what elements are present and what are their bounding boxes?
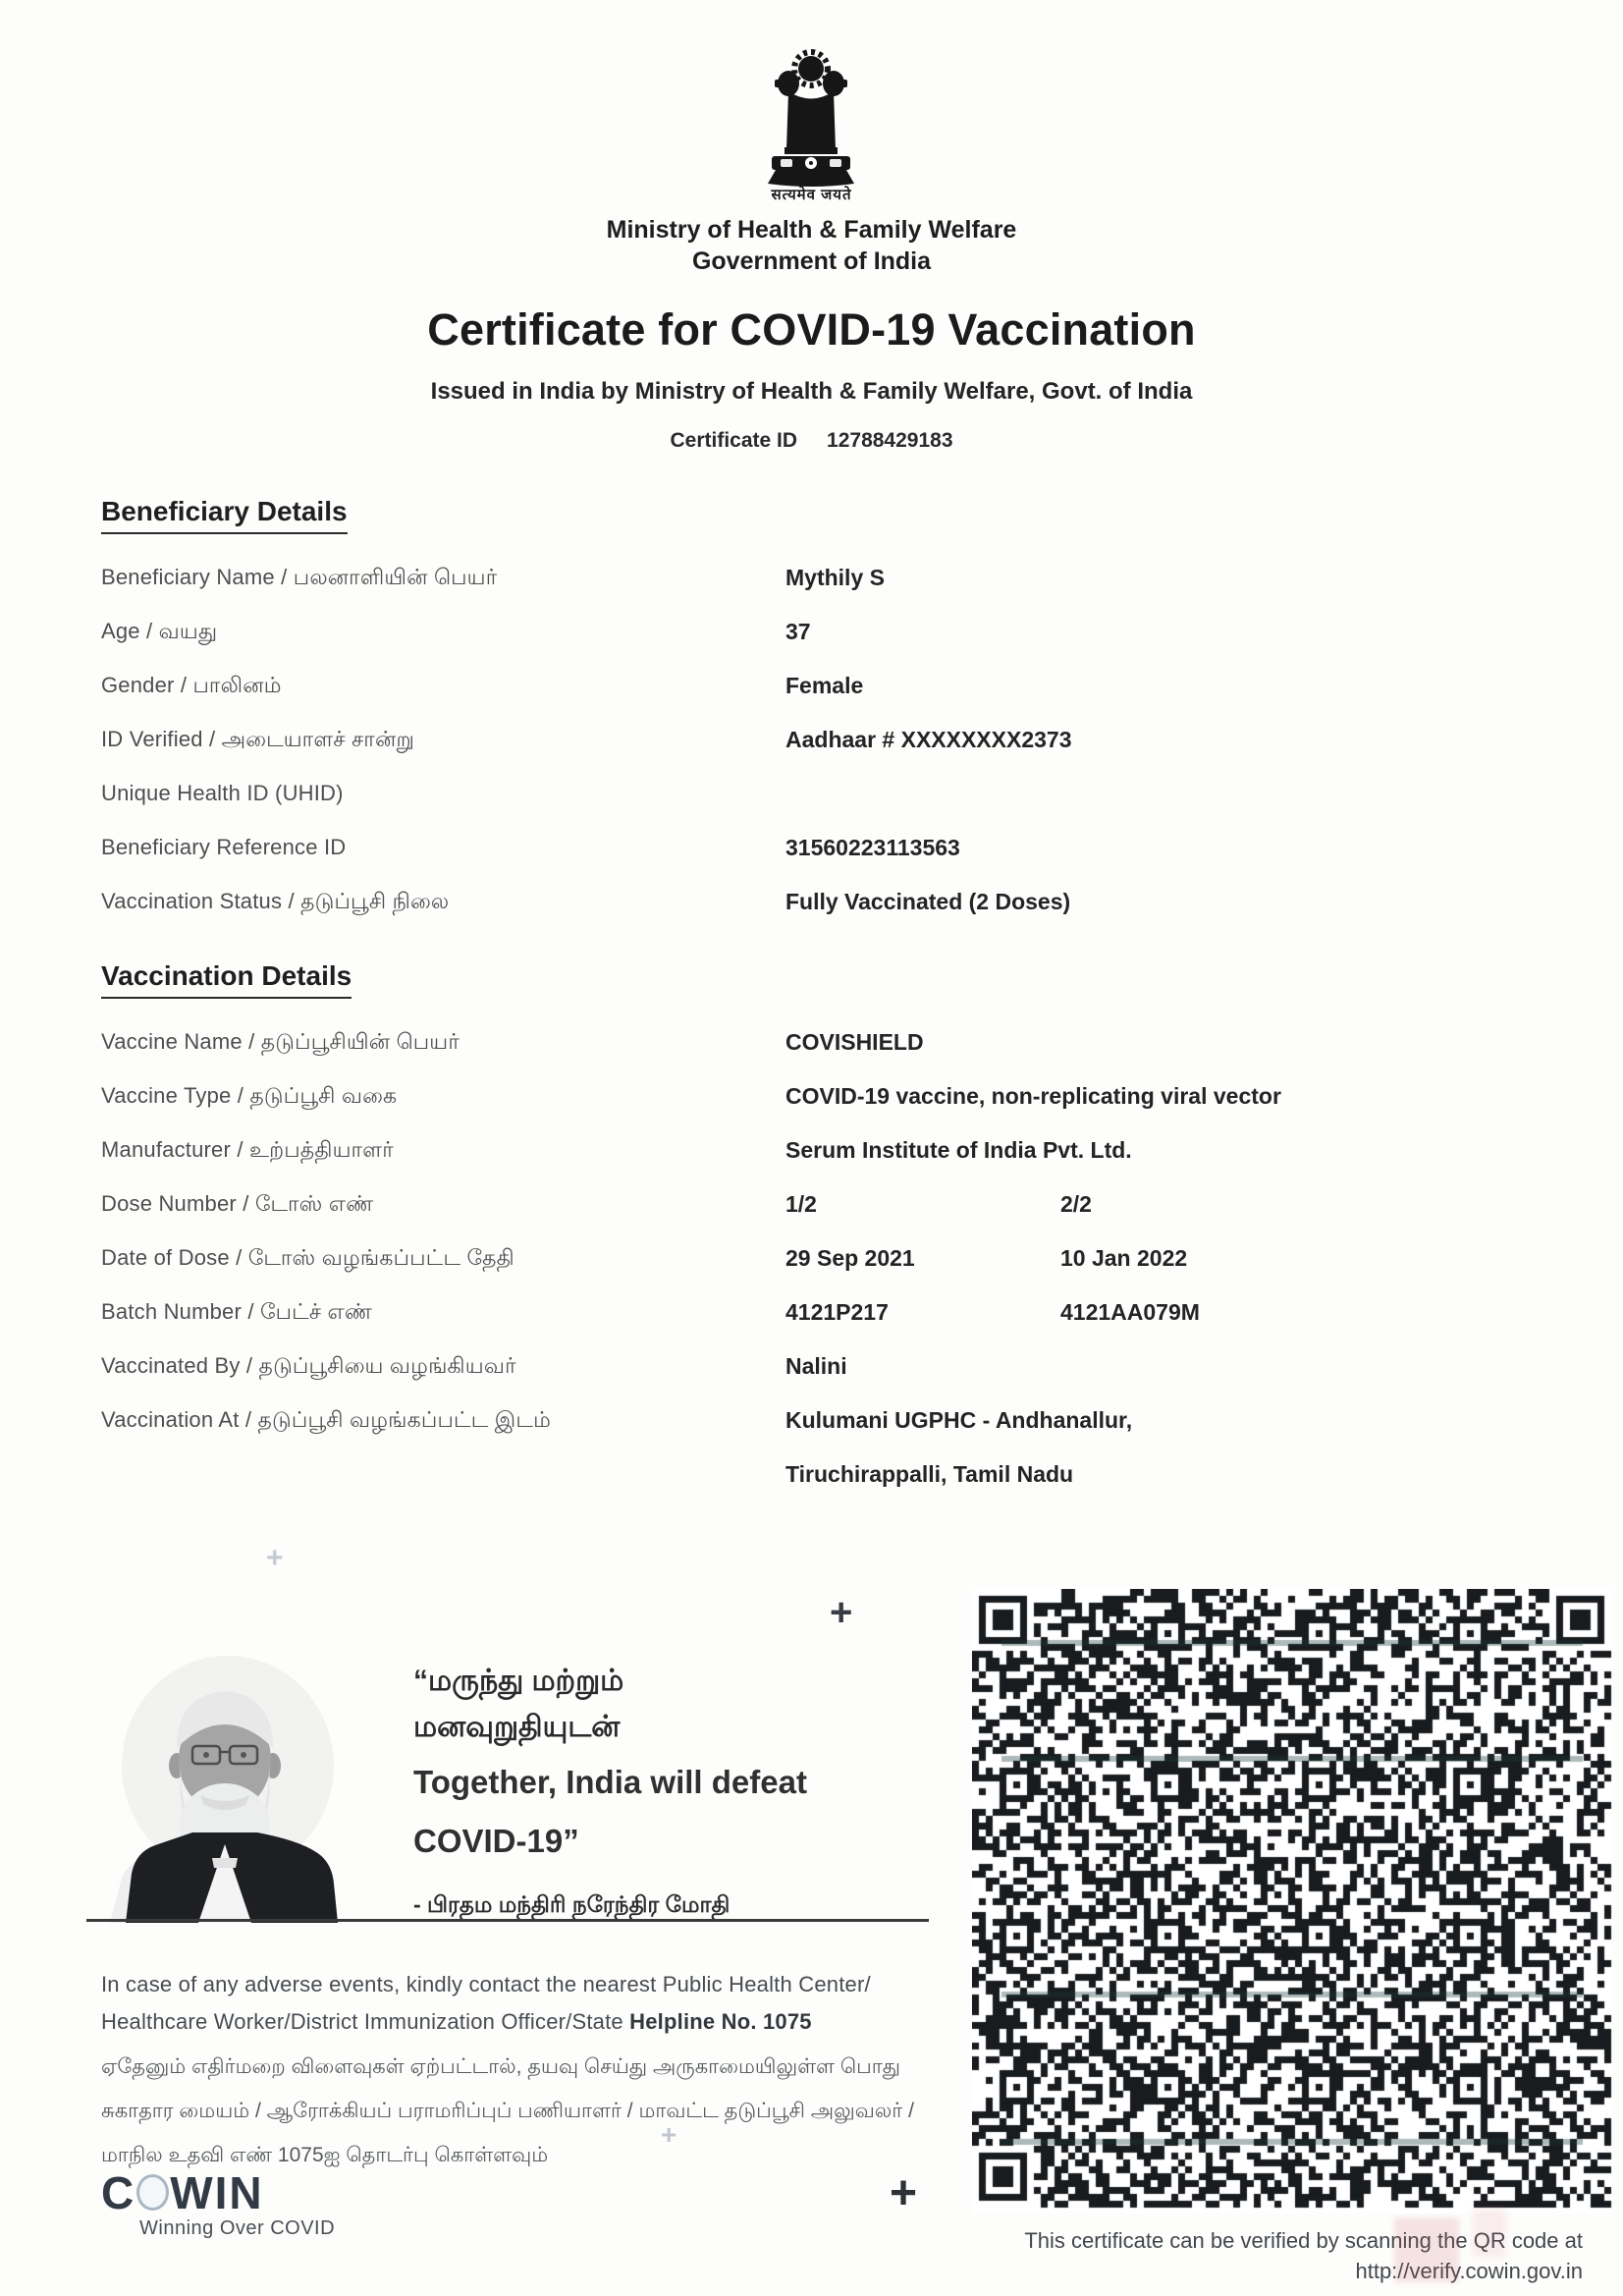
quote-english-line1: Together, India will defeat: [413, 1764, 807, 1800]
field-value: 31560223113563: [785, 835, 960, 860]
ministry-line: Ministry of Health & Family Welfare: [606, 216, 1017, 244]
field-label: Beneficiary Name / பலனாளியின் பெயர்: [101, 565, 498, 589]
cowin-logo-win: WIN: [170, 2167, 264, 2218]
detail-row: [101, 1191, 1535, 1245]
qr-code-icon: [972, 1589, 1612, 2214]
field-value-dose2: 10 Jan 2022: [1060, 1245, 1188, 1271]
qr-caption-line1: This certificate can be verified by scanning the QR code at: [1024, 2228, 1583, 2253]
beneficiary-rows: [101, 565, 1535, 943]
field-label: Gender / பாலினம்: [101, 673, 282, 697]
quote-english-line2: COVID-19”: [413, 1823, 579, 1859]
qr-caption-line2: http://verify.cowin.gov.in: [1355, 2259, 1583, 2283]
certificate-title: Certificate for COVID-19 Vaccination: [427, 304, 1196, 355]
detail-row: [101, 1029, 1535, 1083]
scanner-ink-stain: [1394, 2217, 1459, 2282]
detail-row: [101, 619, 1535, 673]
detail-row: [101, 835, 1535, 889]
field-value: Female: [785, 673, 864, 698]
helpline-number: Helpline No. 1075: [629, 2009, 812, 2034]
cowin-logo-c: C: [101, 2167, 136, 2218]
detail-row: [101, 889, 1535, 943]
field-value-dose2: 2/2: [1060, 1191, 1092, 1217]
scanner-ink-stain: [1473, 2208, 1506, 2257]
detail-row: [101, 1353, 1535, 1407]
detail-row: [101, 1245, 1535, 1299]
field-label: Batch Number / பேட்ச் எண்: [101, 1299, 373, 1324]
section-divider: [86, 1919, 929, 1922]
certificate-id-label: Certificate ID: [670, 429, 798, 452]
satyameva-jayate-motto: सत्यमेव जयते: [771, 187, 852, 203]
field-value: Aadhaar # XXXXXXXX2373: [785, 727, 1072, 752]
vaccination-details-heading: Vaccination Details: [101, 960, 352, 999]
field-value: Kulumani UGPHC - Andhanallur, Tiruchirappalli, Tamil Nadu: [785, 1407, 1133, 1487]
field-value-dose2: 4121AA079M: [1060, 1299, 1200, 1325]
field-label: Vaccine Name / தடுப்பூசியின் பெயர்: [101, 1029, 460, 1054]
adverse-notice-line1: In case of any adverse events, kindly contact the nearest Public Health Center/: [101, 1972, 871, 1996]
adverse-notice-tamil: [101, 2045, 914, 2177]
field-label: Vaccination At / தடுப்பூசி வழங்கப்பட்ட இடம்: [101, 1407, 551, 1432]
registration-mark-icon: +: [830, 1591, 853, 1634]
field-value: COVISHIELD: [785, 1029, 924, 1055]
registration-mark-icon: +: [266, 1542, 284, 1574]
detail-row: [101, 1407, 1535, 1487]
adverse-notice-english: [101, 1966, 871, 2041]
detail-row: [101, 727, 1535, 781]
certificate-id-line: [0, 429, 1623, 453]
text-line: ஏதேனும் எதிர்மறை விளைவுகள் ஏற்பட்டால், தயவு செய்து அருகாமையிலுள்ள பொது: [101, 2055, 900, 2078]
text-line: மாநில உதவி எண் 1075ஐ தொடர்பு கொள்ளவும்: [101, 2144, 549, 2166]
beneficiary-details-heading: Beneficiary Details: [101, 496, 348, 534]
quote-attribution: - பிரதம மந்திரி நரேந்திர மோதி: [413, 1891, 730, 1917]
certificate-subtitle: Issued in India by Ministry of Health & Family Welfare, Govt. of India: [430, 378, 1193, 405]
field-value: Mythily S: [785, 565, 885, 590]
field-label: Dose Number / டோஸ் எண்: [101, 1191, 374, 1216]
government-line: Government of India: [691, 247, 932, 275]
field-value: COVID-19 vaccine, non-replicating viral vector: [785, 1083, 1281, 1109]
registration-mark-icon: +: [890, 2167, 918, 2219]
detail-row: [101, 1137, 1535, 1191]
cowin-tagline: Winning Over COVID: [139, 2217, 336, 2239]
detail-row: [101, 781, 1535, 835]
cowin-logo: [101, 2166, 264, 2219]
field-label: Vaccination Status / தடுப்பூசி நிலை: [101, 889, 450, 913]
field-label: Manufacturer / உற்பத்தியாளர்: [101, 1137, 394, 1162]
field-label: Unique Health ID (UHID): [101, 781, 344, 805]
detail-row: [101, 565, 1535, 619]
registration-mark-icon: +: [661, 2119, 677, 2150]
field-value: 37: [785, 619, 811, 644]
field-value: 29 Sep 2021 10 Jan 2022: [785, 1245, 1188, 1271]
pm-modi-photo: [90, 1650, 357, 1923]
field-label: Date of Dose / டோஸ் வழங்கப்பட்ட தேதி: [101, 1245, 514, 1270]
detail-row: [101, 1299, 1535, 1353]
vaccination-rows: [101, 1029, 1535, 1487]
detail-row: [101, 1083, 1535, 1137]
text-line: மனவுறுதியுடன்: [413, 1711, 621, 1743]
cowin-globe-o-icon: [136, 2174, 169, 2211]
field-label: Vaccine Type / தடுப்பூசி வகை: [101, 1083, 398, 1108]
detail-row: [101, 673, 1535, 727]
pm-quote-block: [413, 1658, 963, 1921]
ashoka-lion-capital-emblem-icon: [752, 39, 870, 189]
field-value: 1/2 2/2: [785, 1191, 1092, 1217]
field-value: Nalini: [785, 1353, 847, 1379]
field-value: Serum Institute of India Pvt. Ltd.: [785, 1137, 1132, 1163]
certificate-id-value: 12788429183: [827, 429, 953, 452]
text-line: “மருந்து மற்றும்: [413, 1665, 624, 1697]
field-value: 4121P217 4121AA079M: [785, 1299, 1200, 1325]
field-value: Fully Vaccinated (2 Doses): [785, 889, 1071, 914]
adverse-notice-line2: Healthcare Worker/District Immunization Officer/State Helpline No. 1075: [101, 2009, 812, 2034]
field-value-line2: Tiruchirappalli, Tamil Nadu: [785, 1461, 1074, 1487]
text-line: சுகாதார மையம் / ஆரோக்கியப் பராமரிப்புப் பணியாளர் / மாவட்ட தடுப்பூசி அலுவலர் /: [101, 2100, 914, 2122]
quote-tamil-lines: [413, 1658, 963, 1750]
field-label: Beneficiary Reference ID: [101, 835, 347, 859]
field-label: Age / வயது: [101, 619, 218, 643]
field-label: Vaccinated By / தடுப்பூசியை வழங்கியவர்: [101, 1353, 516, 1378]
field-label: ID Verified / அடையாளச் சான்று: [101, 727, 415, 751]
